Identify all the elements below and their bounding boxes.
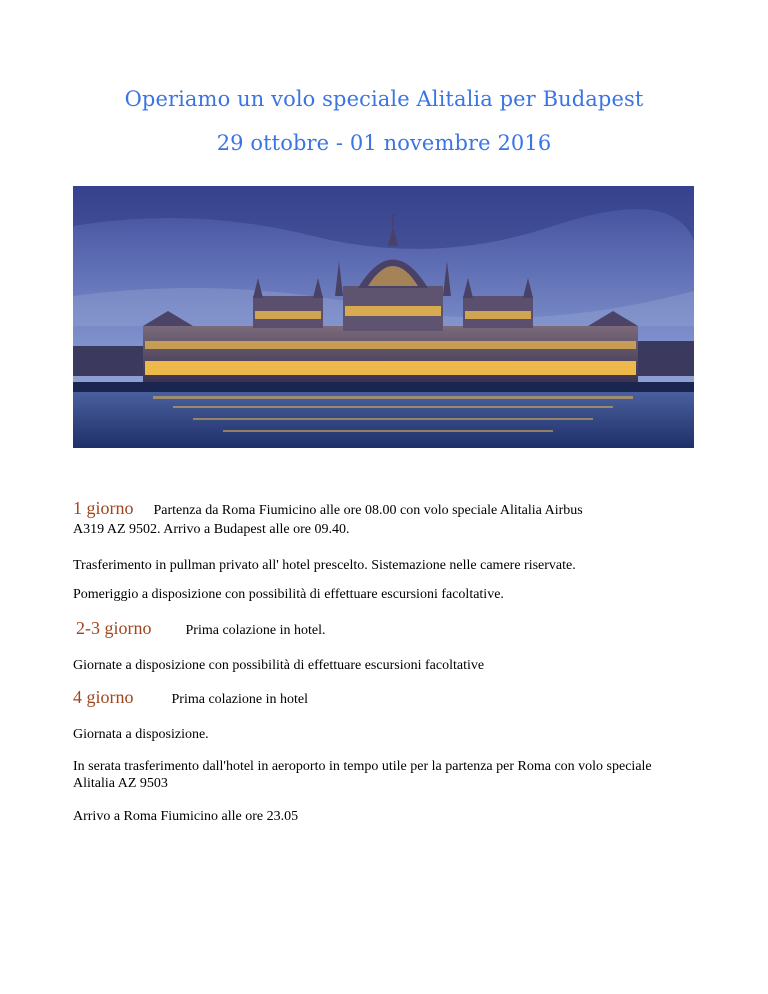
budapest-parliament-photo (73, 186, 694, 448)
itinerary-day-1 (73, 500, 693, 519)
itinerary-day-4 (73, 689, 693, 708)
day-label: 2-3 giorno (76, 618, 152, 638)
day-description: Prima colazione in hotel (171, 692, 308, 707)
day-description: Partenza da Roma Fiumicino alle ore 08.00 con volo speciale Alitalia Airbus (153, 503, 583, 518)
paragraph: Trasferimento in pullman privato all' hotel prescelto. Sistemazione nelle camere riservate. (73, 558, 576, 573)
paragraph: Giornata a disposizione. (73, 727, 209, 742)
day-description-continuation: A319 AZ 9502. Arrivo a Budapest alle ore 09.40. (73, 522, 350, 537)
day-label: 4 giorno (73, 687, 134, 707)
itinerary-day-2-3 (76, 620, 696, 639)
day-description: Prima colazione in hotel. (185, 623, 326, 638)
trip-dates: 29 ottobre - 01 novembre 2016 (216, 131, 552, 155)
paragraph: Pomeriggio a disposizione con possibilità di effettuare escursioni facoltative. (73, 587, 504, 602)
paragraph: In serata trasferimento dall'hotel in aeroporto in tempo utile per la partenza per Roma con volo speciale Alitalia AZ 9503 (73, 759, 652, 791)
page-title: Operiamo un volo speciale Alitalia per Budapest (124, 87, 644, 111)
day-label: 1 giorno (73, 498, 134, 518)
paragraph: Arrivo a Roma Fiumicino alle ore 23.05 (73, 809, 299, 824)
paragraph: Giornate a disposizione con possibilità di effettuare escursioni facoltative (73, 658, 485, 673)
